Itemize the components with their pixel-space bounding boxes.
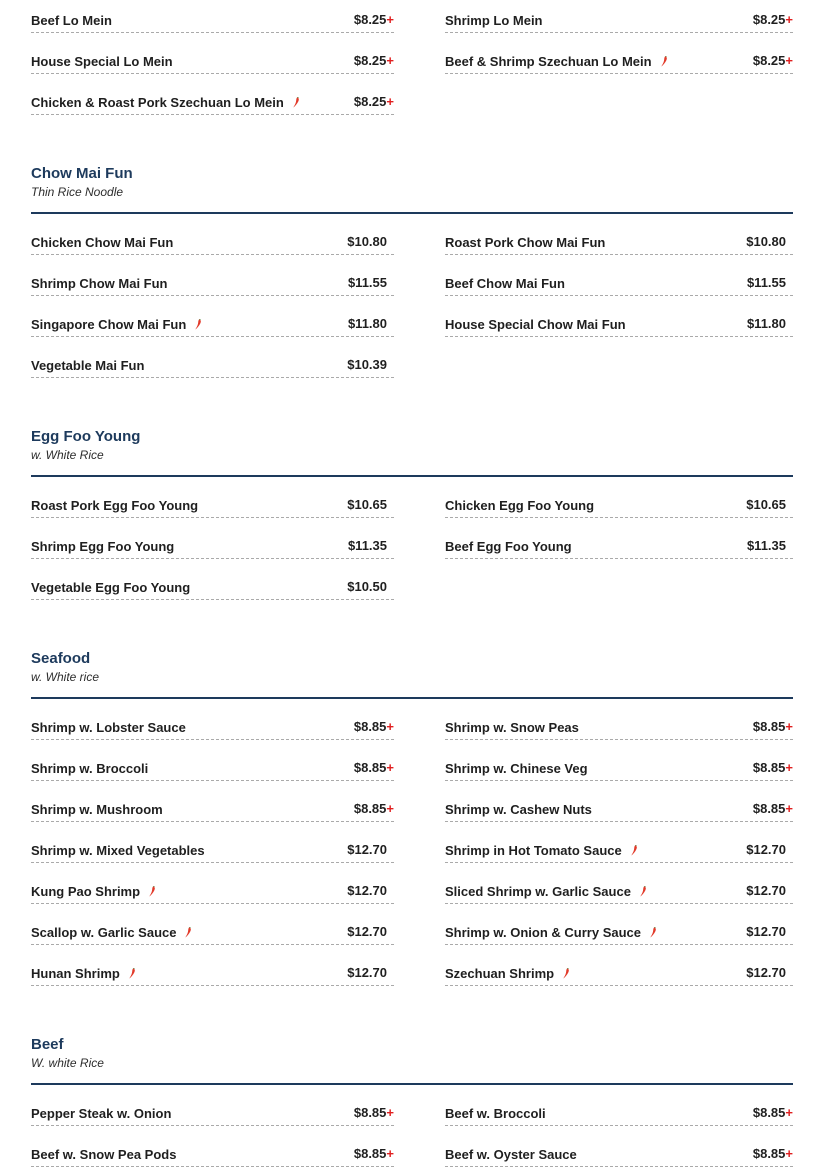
price-value: $10.50 [347,579,387,594]
item-price [746,965,786,981]
item-price [747,538,786,554]
menu-item[interactable] [31,0,394,33]
item-price [347,883,387,899]
item-price [354,801,394,817]
price-value: $10.39 [347,357,387,372]
item-name: Beef w. Oyster Sauce [445,1147,577,1162]
section-title: Chow Mai Fun [31,165,133,182]
right-column [445,214,793,378]
item-price [347,497,387,513]
price-plus-icon: + [785,1105,793,1120]
section-header [31,1035,793,1085]
chili-pepper-icon [292,97,300,108]
menu-item[interactable] [445,518,793,559]
price-plus-icon: + [386,1146,394,1161]
chili-pepper-icon [660,56,668,67]
price-value: $12.70 [347,883,387,898]
right-column [445,699,793,986]
right-column [445,477,793,600]
menu-item[interactable] [31,337,394,378]
menu-item[interactable] [31,945,394,986]
price-plus-icon: + [386,760,394,775]
chili-pepper-icon [128,968,136,979]
price-value: $8.85 [752,801,786,816]
item-name [31,966,136,982]
left-column [31,0,394,115]
item-name [31,317,202,333]
item-price [347,842,387,858]
price-value: $8.85 [752,1146,786,1161]
item-name [445,884,647,900]
left-column [31,1085,394,1167]
right-column [445,1085,793,1167]
price-plus-icon: + [386,719,394,734]
section-subtitle: W. white Rice [31,1056,104,1070]
menu-item[interactable] [31,1085,394,1126]
item-name: Shrimp w. Cashew Nuts [445,802,592,817]
item-price [753,12,793,28]
price-value: $10.65 [746,497,786,512]
section-spacer [0,600,830,649]
chili-pepper-icon [194,319,202,330]
price-plus-icon: + [386,1105,394,1120]
menu-item[interactable] [31,559,394,600]
section-title: Beef [31,1036,64,1053]
price-value: $8.85 [353,719,387,734]
item-name-text: Hunan Shrimp [31,966,120,981]
item-price [348,316,387,332]
item-columns [31,477,793,600]
item-name-text: Sliced Shrimp w. Garlic Sauce [445,884,631,899]
left-column [31,699,394,986]
chili-pepper-icon [562,968,570,979]
price-value: $10.80 [347,234,387,249]
section-seafood [31,649,793,986]
price-value: $8.85 [752,719,786,734]
item-name: Chicken Egg Foo Young [445,498,595,513]
item-name: Vegetable Egg Foo Young [31,580,191,595]
item-name: Pepper Steak w. Onion [31,1106,172,1121]
price-value: $8.85 [353,1105,387,1120]
price-value: $8.85 [353,760,387,775]
section-spacer [0,378,830,427]
item-columns [31,0,793,115]
item-price [354,1146,394,1162]
price-value: $8.85 [752,760,786,775]
item-price [347,924,387,940]
menu-item[interactable] [31,214,394,255]
menu-item[interactable] [445,477,793,518]
menu-item[interactable] [445,863,793,904]
section-beef [31,1035,793,1167]
item-price [753,801,793,817]
item-name: Beef Chow Mai Fun [445,276,565,291]
item-price [354,719,394,735]
item-name-text: Singapore Chow Mai Fun [31,317,187,332]
price-plus-icon: + [386,53,394,68]
price-plus-icon: + [785,760,793,775]
item-name: Shrimp w. Chinese Veg [445,761,588,776]
price-plus-icon: + [785,1146,793,1161]
menu-item[interactable] [31,740,394,781]
item-name [31,925,192,941]
price-value: $8.85 [353,1146,387,1161]
price-plus-icon: + [386,94,394,109]
section-chow-mai-fun [31,164,793,378]
item-price [347,579,387,595]
menu-item[interactable] [31,74,394,115]
item-price [753,1105,793,1121]
item-name: House Special Chow Mai Fun [445,317,626,332]
item-price [746,883,786,899]
item-columns [31,699,793,986]
section-subtitle: w. White Rice [31,448,104,462]
menu-item[interactable] [31,1126,394,1167]
section-spacer [0,115,830,164]
section-title: Egg Foo Young [31,428,141,445]
price-value: $11.80 [347,316,387,331]
price-value: $10.65 [347,497,387,512]
right-column [445,0,793,115]
price-plus-icon: + [785,801,793,816]
menu-item[interactable] [445,0,793,33]
price-value: $11.55 [347,275,387,290]
menu-item[interactable] [445,945,793,986]
item-name: Shrimp w. Mushroom [31,802,163,817]
item-name-text: Chicken & Roast Pork Szechuan Lo Mein [31,95,284,110]
item-name: Beef w. Snow Pea Pods [31,1147,177,1162]
menu-item[interactable] [31,255,394,296]
price-value: $12.70 [746,924,786,939]
section-header [31,164,793,214]
price-value: $11.80 [746,316,786,331]
section-subtitle: Thin Rice Noodle [31,185,124,199]
item-price [746,842,786,858]
price-value: $12.70 [746,842,786,857]
item-columns [31,1085,793,1167]
price-plus-icon: + [386,12,394,27]
chili-pepper-icon [148,886,156,897]
item-price [354,12,394,28]
item-price [746,497,786,513]
item-price [747,275,786,291]
menu-item[interactable] [445,1126,793,1167]
item-price [348,538,387,554]
section-lo-mein-continued [31,0,793,115]
menu-item[interactable] [31,296,394,337]
price-value: $8.25 [353,12,387,27]
item-name: Shrimp w. Snow Peas [445,720,579,735]
section-subtitle: w. White rice [31,670,100,684]
item-name: Beef Lo Mein [31,13,112,28]
item-name: Shrimp Lo Mein [445,13,543,28]
menu-item[interactable] [31,518,394,559]
item-name [445,925,657,941]
menu-item[interactable] [445,296,793,337]
item-price [347,234,387,250]
item-price [354,53,394,69]
price-value: $12.70 [347,842,387,857]
item-name: House Special Lo Mein [31,54,173,69]
price-value: $12.70 [347,965,387,980]
price-value: $12.70 [746,883,786,898]
menu-item[interactable] [31,699,394,740]
item-price [753,1146,793,1162]
chili-pepper-icon [649,927,657,938]
item-name: Chicken Chow Mai Fun [31,235,174,250]
price-plus-icon: + [785,719,793,734]
price-value: $12.70 [347,924,387,939]
item-name: Vegetable Mai Fun [31,358,145,373]
price-value: $8.25 [752,12,786,27]
menu-item[interactable] [445,33,793,74]
chili-pepper-icon [630,845,638,856]
item-name: Shrimp Egg Foo Young [31,539,175,554]
menu-item[interactable] [445,1085,793,1126]
item-name-text: Szechuan Shrimp [445,966,555,981]
item-price [348,275,387,291]
item-name: Shrimp w. Mixed Vegetables [31,843,205,858]
menu-item[interactable] [445,740,793,781]
price-plus-icon: + [785,12,793,27]
price-value: $8.85 [353,801,387,816]
item-name [31,95,300,111]
price-value: $8.85 [752,1105,786,1120]
item-name: Beef Egg Foo Young [445,539,572,554]
item-price [753,53,793,69]
chili-pepper-icon [184,927,192,938]
menu-item[interactable] [31,33,394,74]
item-name-text: Shrimp in Hot Tomato Sauce [445,843,622,858]
item-name [31,884,156,900]
item-name-text: Scallop w. Garlic Sauce [31,925,177,940]
section-title: Seafood [31,650,91,667]
price-value: $8.25 [353,53,387,68]
item-price [753,719,793,735]
left-column [31,477,394,600]
item-name: Shrimp Chow Mai Fun [31,276,168,291]
item-name: Beef w. Broccoli [445,1106,546,1121]
item-name: Shrimp w. Lobster Sauce [31,720,186,735]
item-name-text: Beef & Shrimp Szechuan Lo Mein [445,54,652,69]
price-value: $11.35 [746,538,786,553]
left-column [31,214,394,378]
menu-item[interactable] [445,904,793,945]
menu-item[interactable] [31,781,394,822]
menu-item[interactable] [445,781,793,822]
price-value: $11.35 [347,538,387,553]
chili-pepper-icon [639,886,647,897]
item-name-text: Kung Pao Shrimp [31,884,141,899]
item-columns [31,214,793,378]
menu-item[interactable] [445,822,793,863]
menu-sections [0,115,830,1167]
item-price [354,1105,394,1121]
menu-item[interactable] [445,214,793,255]
menu-item[interactable] [31,904,394,945]
section-header [31,649,793,699]
item-name [445,54,668,70]
section-egg-foo-young [31,427,793,600]
menu-item[interactable] [31,822,394,863]
menu-item[interactable] [31,863,394,904]
price-plus-icon: + [386,801,394,816]
item-name: Roast Pork Egg Foo Young [31,498,199,513]
price-plus-icon: + [785,53,793,68]
item-price [347,965,387,981]
item-price [746,924,786,940]
menu-item[interactable] [31,477,394,518]
price-value: $8.25 [353,94,387,109]
item-name [445,966,570,982]
item-price [354,94,394,110]
price-value: $8.25 [752,53,786,68]
price-value: $12.70 [746,965,786,980]
item-price [747,316,786,332]
item-name: Shrimp w. Broccoli [31,761,149,776]
item-price [753,760,793,776]
item-name [445,843,638,859]
menu-item[interactable] [445,255,793,296]
section-header [31,427,793,477]
menu-item[interactable] [445,699,793,740]
price-value: $11.55 [746,275,786,290]
item-price [746,234,786,250]
item-name-text: Shrimp w. Onion & Curry Sauce [445,925,641,940]
price-value: $10.80 [746,234,786,249]
section-spacer [0,986,830,1035]
item-price [347,357,387,373]
item-name: Roast Pork Chow Mai Fun [445,235,606,250]
item-price [354,760,394,776]
